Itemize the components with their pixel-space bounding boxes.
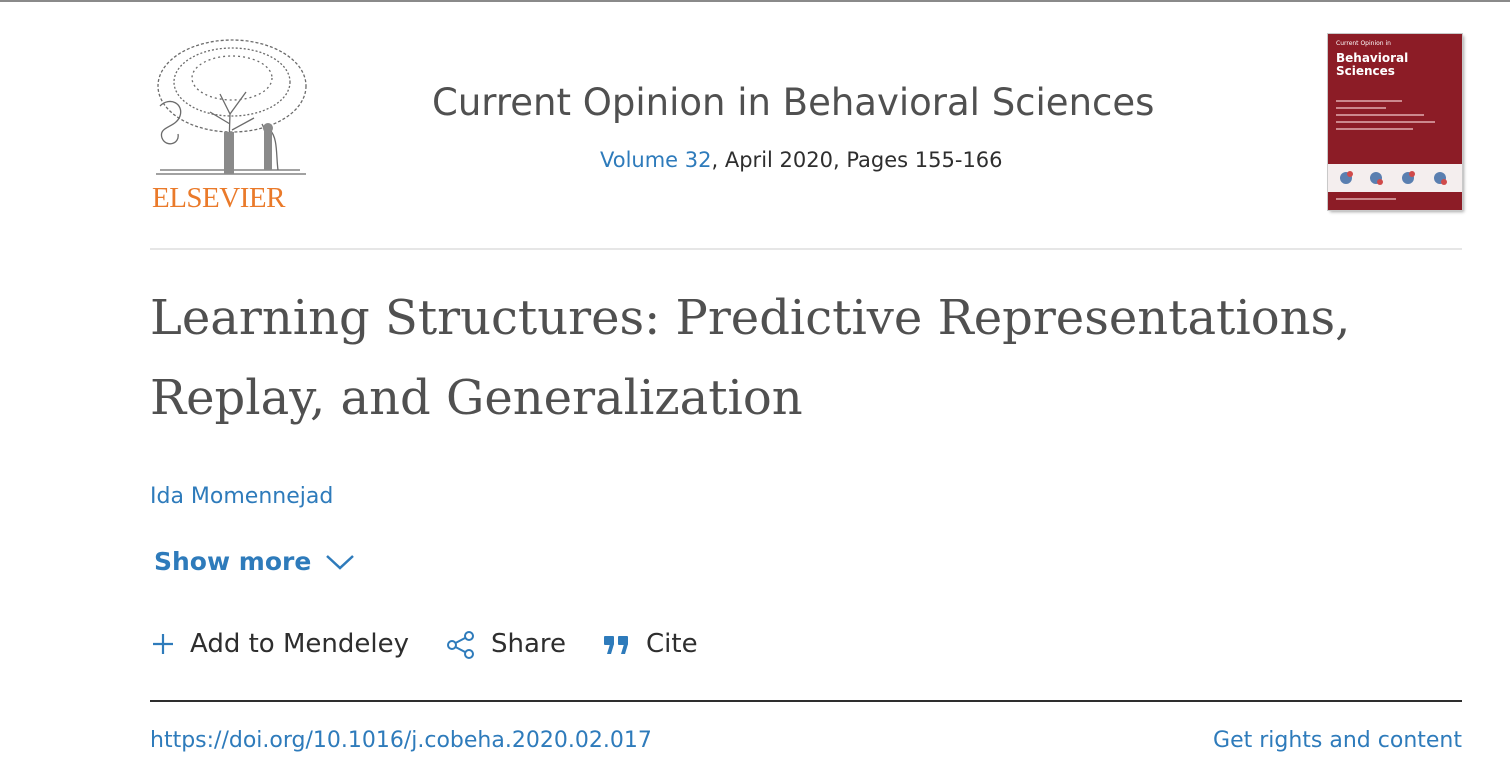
show-more-label: Show more bbox=[154, 547, 312, 576]
cover-text-lines bbox=[1336, 100, 1446, 135]
cover-title bbox=[1336, 52, 1408, 78]
doi-link[interactable]: https://doi.org/10.1016/j.cobeha.2020.02.017 bbox=[150, 728, 652, 753]
article-actions bbox=[150, 624, 734, 664]
journal-title[interactable] bbox=[432, 76, 1232, 130]
elsevier-tree-icon bbox=[150, 34, 312, 184]
author-link[interactable]: Ida Momennejad bbox=[150, 484, 334, 509]
elsevier-wordmark: ELSEVIER bbox=[152, 182, 285, 214]
share-label: Share bbox=[490, 629, 567, 659]
cover-title-line2: Sciences bbox=[1336, 64, 1395, 78]
volume-link[interactable]: Volume 32 bbox=[600, 148, 712, 172]
top-border bbox=[0, 0, 1510, 2]
cite-label: Cite bbox=[646, 629, 698, 659]
cover-footer-line bbox=[1336, 198, 1396, 200]
cover-illustration-icon bbox=[1328, 164, 1462, 192]
show-more-button[interactable] bbox=[154, 544, 355, 580]
journal-meta bbox=[600, 144, 1003, 176]
get-rights-link[interactable]: Get rights and content bbox=[1213, 728, 1462, 753]
journal-title-link[interactable]: Current Opinion in Behavioral Sciences bbox=[432, 81, 1155, 124]
cite-button[interactable] bbox=[602, 624, 698, 664]
article-title: Learning Structures: Predictive Representations, Replay, and Generalization bbox=[150, 290, 1351, 426]
plus-icon bbox=[150, 631, 176, 657]
share-button[interactable] bbox=[445, 624, 566, 664]
cover-subtitle: Current Opinion in bbox=[1336, 40, 1391, 47]
add-to-mendeley-button[interactable] bbox=[150, 624, 409, 664]
journal-cover[interactable] bbox=[1328, 34, 1462, 210]
issue-details: , April 2020, Pages 155-166 bbox=[711, 148, 1003, 172]
cover-image-band bbox=[1328, 164, 1462, 192]
actions-divider bbox=[150, 700, 1462, 702]
header-divider bbox=[150, 248, 1462, 250]
add-to-mendeley-label: Add to Mendeley bbox=[190, 629, 409, 659]
chevron-down-icon bbox=[325, 553, 355, 571]
share-icon bbox=[445, 629, 477, 659]
cover-title-line1: Behavioral bbox=[1336, 51, 1409, 65]
quote-icon bbox=[602, 632, 632, 656]
